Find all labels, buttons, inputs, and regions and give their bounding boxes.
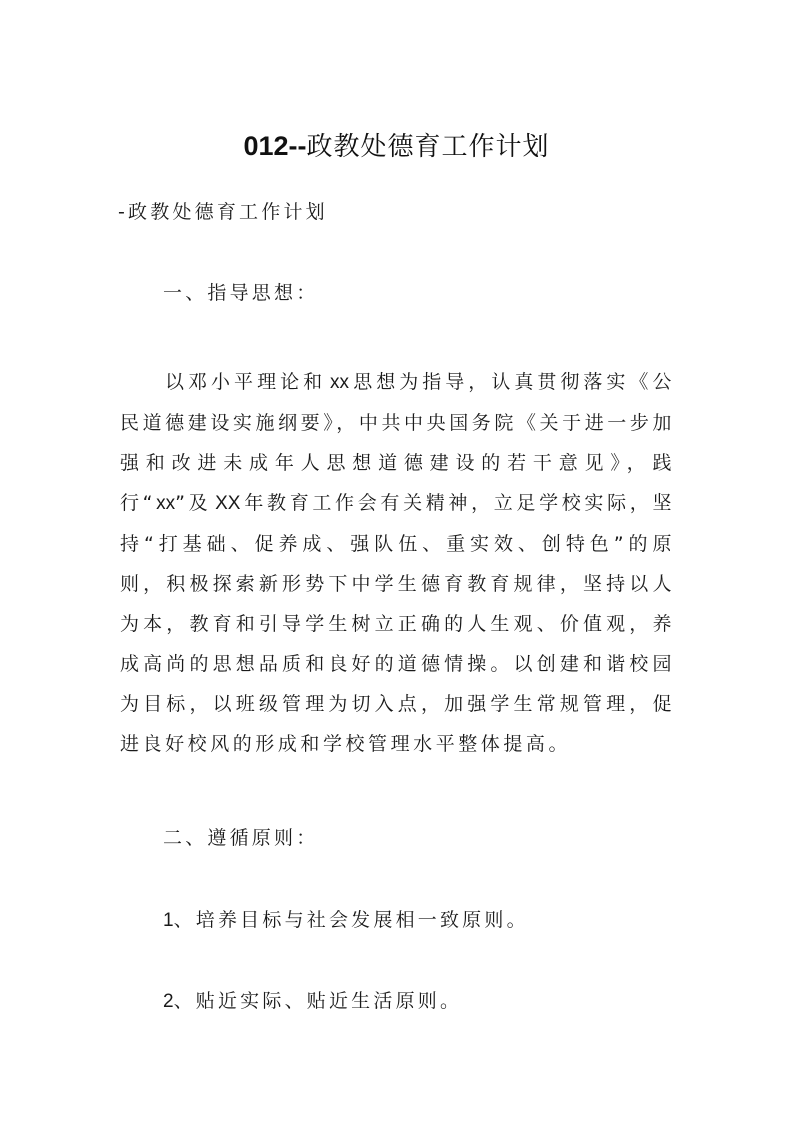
section-heading-guiding-thought: 一、指导思想： (163, 282, 319, 304)
document-subtitle: -政教处德育工作计划 (118, 201, 328, 223)
para-xx: xx (156, 493, 176, 514)
list-item-number: 1 (163, 910, 174, 931)
list-item-number: 2 (163, 991, 174, 1012)
title-text: 政教处德育工作计划 (306, 132, 550, 162)
list-item-text: 、培养目标与社会发展相一致原则。 (173, 909, 529, 931)
list-item-text: 、贴近实际、贴近生活原则。 (173, 990, 463, 1012)
title-number: 012-- (243, 131, 307, 161)
section-heading-principles: 二、遵循原则： (163, 827, 319, 849)
para-text: ”及 (175, 492, 212, 514)
document-title (0, 126, 793, 167)
list-item (163, 986, 462, 1017)
para-xx: XX (215, 493, 241, 514)
list-item (163, 905, 529, 936)
para-text: 思想为指导，认真贯彻落实《公民道德建设实施纲要》，中共中央国务院《关于进一步加强和改进未成年人思想道德建设的若干意见》，践行“ (120, 371, 675, 514)
para-xx: xx (329, 372, 349, 393)
para-text: 年教育工作会有关精神，立足学校实际，坚持“打基础、促养成、强队伍、重实效、创特色”的原则，积极探索新形势下中学生德育教育规律，坚持以人为本，教育和引导学生树立正确的人生观、价值观，养成高尚的思想品质和良好的道德情操。以创建和谐校园为目标，以班级管理为切入点，加强学生常规管理，促进良好校风的形成和学校管理水平整体提高。 (120, 492, 675, 755)
section-paragraph-guiding-thought (120, 362, 675, 764)
para-text: 以邓小平理论和 (165, 371, 327, 393)
